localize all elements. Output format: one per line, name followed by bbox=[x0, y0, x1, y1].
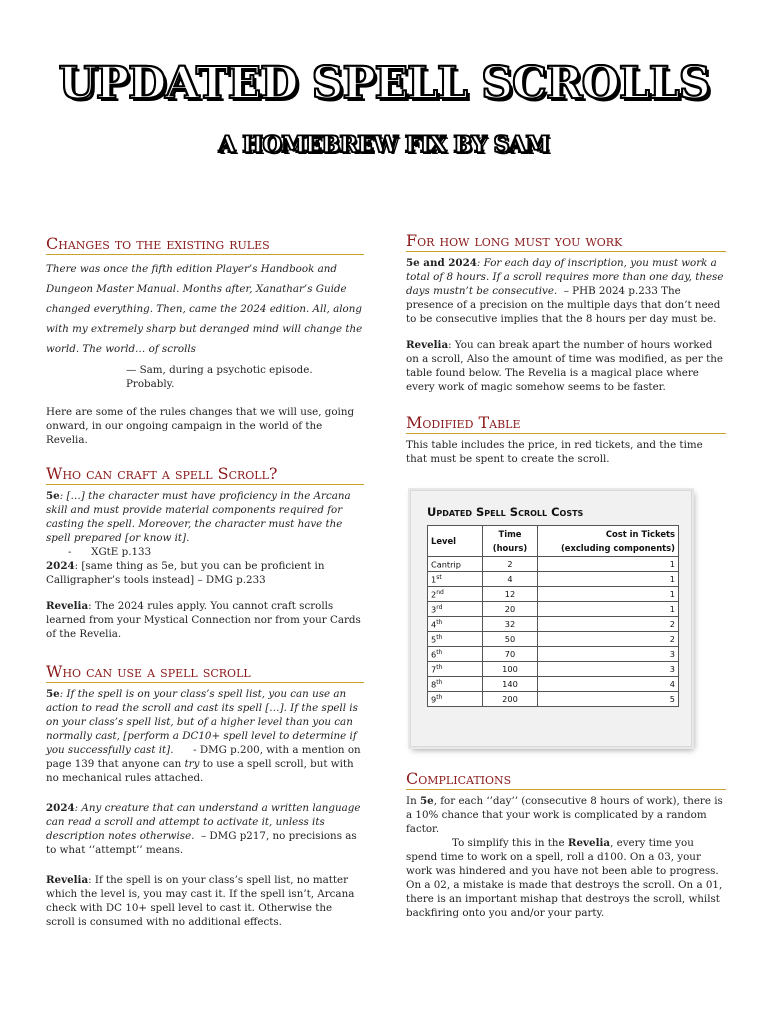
cell-level bbox=[428, 662, 483, 677]
table-row bbox=[428, 692, 679, 707]
cell-time: 50 bbox=[483, 632, 538, 647]
use-5e-try: try bbox=[184, 758, 200, 770]
level-ordinal: nd bbox=[436, 588, 444, 596]
level-ordinal: th bbox=[436, 618, 443, 626]
use-2024-rest: – DMG p217, no precisions as to what ‘’attempt’’ means. bbox=[46, 830, 360, 856]
level-value: 6 bbox=[431, 649, 437, 660]
duration-2024-paragraph bbox=[406, 256, 726, 326]
scroll-costs-card bbox=[410, 490, 692, 747]
table-body bbox=[428, 557, 679, 707]
table-title: Updated Spell Scroll Costs bbox=[427, 505, 584, 519]
level-value: 3 bbox=[431, 604, 437, 615]
section-heading-changes: Changes to the existing rules bbox=[46, 235, 364, 255]
cell-time: 2 bbox=[483, 557, 538, 572]
section-heading-table: Modified Table bbox=[406, 414, 726, 434]
use-revelia-paragraph bbox=[46, 873, 364, 929]
table-row bbox=[428, 602, 679, 617]
complications-5e-c: , for each ‘’day’’ (consecutive 8 hours of work), there is a 10% chance that your work is complicated by a random factor. bbox=[406, 795, 723, 835]
use-2024-label: 2024 bbox=[46, 802, 75, 814]
header-cost bbox=[538, 526, 679, 557]
scroll-costs-table bbox=[427, 525, 679, 707]
table-row bbox=[428, 572, 679, 587]
craft-revelia-paragraph bbox=[46, 599, 364, 641]
cell-cost: 1 bbox=[538, 602, 679, 617]
cell-time: 100 bbox=[483, 662, 538, 677]
use-5e-paragraph bbox=[46, 687, 364, 785]
level-ordinal: th bbox=[436, 648, 443, 656]
use-2024-italic: : Any creature that can understand a written language can read a scroll and attempt to activate it, unless its description notes otherwise. bbox=[46, 802, 361, 842]
cell-cost: 2 bbox=[538, 617, 679, 632]
craft-5e-reference: - XGtE p.133 bbox=[68, 546, 152, 558]
level-value: Cantrip bbox=[431, 559, 461, 570]
cell-level bbox=[428, 677, 483, 692]
complications-revelia-c: , every time you spend time to work on a spell, roll a d100. On a 03, your work was hindered and you have not been able to progress. On a 02, a mistake is made that destroys the scroll. On a 01, there is an important mishap that destroys the scroll, whilst backfiring onto you and/or your party. bbox=[406, 837, 723, 919]
table-row bbox=[428, 662, 679, 677]
document-title: UPDATED SPELL SCROLLS bbox=[58, 58, 710, 109]
cell-level bbox=[428, 587, 483, 602]
cell-level bbox=[428, 617, 483, 632]
table-header-row bbox=[428, 526, 679, 557]
quote-attribution: — Sam, during a psychotic episode. Probably. bbox=[126, 364, 313, 390]
cell-time: 32 bbox=[483, 617, 538, 632]
cell-time: 12 bbox=[483, 587, 538, 602]
section-heading-duration: For how long must you work bbox=[406, 232, 726, 252]
right-column bbox=[406, 232, 726, 478]
cell-cost: 2 bbox=[538, 632, 679, 647]
duration-revelia-paragraph bbox=[406, 338, 726, 394]
cell-level bbox=[428, 572, 483, 587]
table-row bbox=[428, 677, 679, 692]
complications-revelia-a: To simplify this in the bbox=[452, 837, 568, 849]
duration-2024-rest: – PHB 2024 p.233 The presence of a precision on the multiple days that don’t need to be consecutive implies that the 8 hours per day must be. bbox=[406, 285, 724, 325]
level-value: 8 bbox=[431, 679, 437, 690]
complications-5e-label: 5e bbox=[419, 795, 434, 807]
section-heading-craft: Who can craft a spell Scroll? bbox=[46, 465, 364, 485]
level-ordinal: st bbox=[436, 573, 442, 581]
cell-cost: 5 bbox=[538, 692, 679, 707]
cell-time: 200 bbox=[483, 692, 538, 707]
level-ordinal: th bbox=[436, 663, 443, 671]
cell-time: 20 bbox=[483, 602, 538, 617]
level-value: 2 bbox=[431, 589, 437, 600]
craft-5e-label: 5e bbox=[46, 490, 60, 502]
cell-cost: 4 bbox=[538, 677, 679, 692]
table-row bbox=[428, 587, 679, 602]
use-5e-ref: - DMG p.200, with a mention on page 139 that anyone can bbox=[46, 744, 364, 770]
craft-2024-paragraph bbox=[46, 559, 364, 587]
cell-level bbox=[428, 692, 483, 707]
table-row bbox=[428, 647, 679, 662]
craft-5e-text: : […] the character must have proficiency in the Arcana skill and must provide material components required for casting the spell. Moreover, the character must have the spell prepared [or know it]. bbox=[46, 490, 351, 544]
table-row bbox=[428, 632, 679, 647]
level-value: 1 bbox=[431, 574, 437, 585]
opening-quote: There was once the fifth edition Player’s Handbook and Dungeon Master Manual. Months after, Xanathar’s Guide changed everything. Then, came the 2024 edition. All, along with my extremely sharp but deranged mind will change the world. The world… of scrolls bbox=[46, 263, 363, 355]
table-row bbox=[428, 617, 679, 632]
use-revelia-label: Revelia bbox=[46, 874, 89, 886]
header-time-line2: (hours) bbox=[492, 543, 528, 553]
level-value: 4 bbox=[431, 619, 437, 630]
level-value: 7 bbox=[431, 664, 437, 675]
cell-cost: 1 bbox=[538, 572, 679, 587]
right-column-lower bbox=[406, 770, 726, 932]
cell-time: 4 bbox=[483, 572, 538, 587]
header-cost-line1: Cost in Tickets bbox=[605, 529, 675, 539]
section-heading-use: Who can use a spell scroll bbox=[46, 663, 364, 683]
level-ordinal: th bbox=[436, 633, 443, 641]
level-ordinal: th bbox=[436, 693, 443, 701]
level-ordinal: rd bbox=[436, 603, 443, 611]
cell-cost: 1 bbox=[538, 557, 679, 572]
craft-2024-label: 2024 bbox=[46, 560, 75, 572]
duration-2024-italic: : For each day of inscription, you must work a total of 8 hours. If a scroll requires more than one day, these days mustn’t be consecutive. bbox=[406, 257, 724, 297]
intro-paragraph: Here are some of the rules changes that we will use, going onward, in our ongoing campaign in the world of the Revelia. bbox=[46, 406, 355, 446]
use-revelia-text: : If the spell is on your class’s spell list, no matter which the level is, you may cast it. If the spell isn’t, Arcana check with DC 10+ spell level to cast it. Otherwise the scroll is consumed with no additional effects. bbox=[46, 874, 355, 928]
header-level: Level bbox=[428, 526, 483, 557]
complications-5e-paragraph bbox=[406, 794, 726, 836]
complications-5e-a: In bbox=[406, 795, 420, 807]
table-intro-paragraph: This table includes the price, in red tickets, and the time that must be spent to create the scroll. bbox=[406, 439, 703, 465]
level-value: 5 bbox=[431, 634, 437, 645]
header-time-line1: Time bbox=[498, 529, 522, 539]
section-heading-complications: Complications bbox=[406, 770, 726, 790]
cell-cost: 3 bbox=[538, 662, 679, 677]
craft-2024-text: : [same thing as 5e, but you can be proficient in Calligrapher’s tools instead] – DMG p.233 bbox=[46, 560, 325, 586]
cell-level bbox=[428, 557, 483, 572]
complications-revelia-label: Revelia bbox=[567, 837, 611, 849]
use-5e-label: 5e bbox=[46, 688, 60, 700]
cell-level bbox=[428, 602, 483, 617]
table-row bbox=[428, 557, 679, 572]
complications-revelia-paragraph bbox=[406, 836, 726, 920]
header-cost-line2: (excluding components) bbox=[560, 543, 675, 553]
header-time bbox=[483, 526, 538, 557]
left-column bbox=[46, 235, 364, 941]
cell-level bbox=[428, 647, 483, 662]
use-5e-rest: to use a spell scroll, but with no mechanical rules attached. bbox=[46, 758, 354, 784]
cell-cost: 3 bbox=[538, 647, 679, 662]
craft-5e-paragraph bbox=[46, 489, 364, 545]
level-value: 9 bbox=[431, 694, 437, 705]
duration-2024-label: 5e and 2024 bbox=[406, 257, 477, 269]
document-subtitle: A HOMEBREW FIX BY SAM bbox=[218, 132, 550, 158]
cell-time: 140 bbox=[483, 677, 538, 692]
cell-cost: 1 bbox=[538, 587, 679, 602]
cell-level bbox=[428, 632, 483, 647]
duration-revelia-label: Revelia bbox=[406, 339, 449, 351]
use-2024-paragraph bbox=[46, 801, 364, 857]
level-ordinal: th bbox=[436, 678, 443, 686]
cell-time: 70 bbox=[483, 647, 538, 662]
use-5e-italic: : If the spell is on your class’s spell list, you can use an action to read the scroll and cast its spell […]. If the spell is on your class’s spell list, but of a higher level than you can normally cast, [perform a DC10+ spell level to determine if you successfully cast it]. bbox=[46, 688, 358, 756]
craft-revelia-text: : The 2024 rules apply. You cannot craft scrolls learned from your Mystical Connection nor from your Cards of the Revelia. bbox=[46, 600, 361, 640]
duration-revelia-text: : You can break apart the number of hours worked on a scroll, Also the amount of time was modified, as per the table found below. The Revelia is a magical place where every work of magic somehow seems to be faster. bbox=[406, 339, 723, 393]
craft-revelia-label: Revelia bbox=[46, 600, 89, 612]
